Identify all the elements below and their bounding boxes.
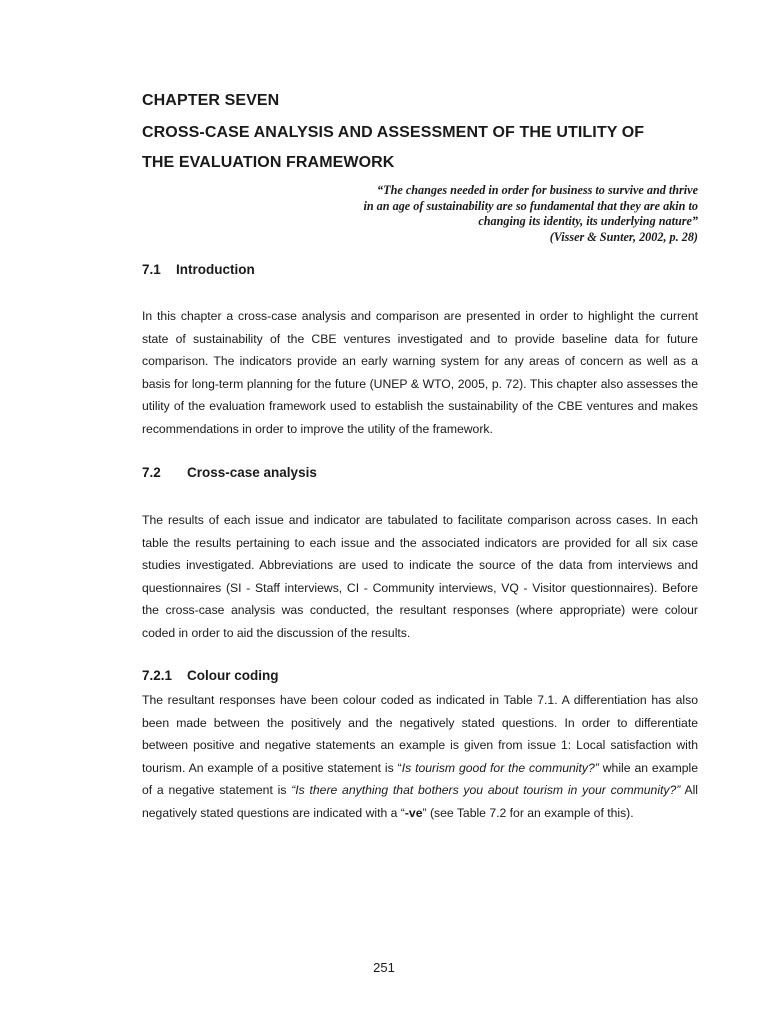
positive-example-text: Is tourism good for the community?” [401, 760, 599, 775]
section-number: 7.1 [142, 262, 161, 277]
epigraph-quote [300, 183, 698, 245]
section-title: Colour coding [187, 668, 279, 683]
chapter-title-line-2: THE EVALUATION FRAMEWORK [142, 154, 395, 171]
chapter-label: CHAPTER SEVEN [142, 92, 280, 109]
section-heading-introduction [142, 262, 255, 277]
colour-coding-paragraph [142, 689, 698, 825]
introduction-paragraph: In this chapter a cross-case analysis and comparison are presented in order to highlight the current state of sustainability of the CBE ventures investigated and to provide baseline data for future comparison. The indicators provide an early warning system for any areas of concern as well as a basis for long-term planning for the future (UNEP & WTO, 2005, p. 72). This chapter also assesses the utility of the evaluation framework used to establish the sustainability of the CBE ventures and makes recommendations in order to improve the utility of the framework. [142, 309, 698, 436]
epigraph-line: changing its identity, its underlying nature” [478, 214, 698, 228]
paragraph-text: ” (see Table 7.2 for an example of this). [422, 805, 634, 820]
negative-example-text: “Is there anything that bothers you about tourism in your community?” [291, 783, 681, 798]
epigraph-citation: (Visser & Sunter, 2002, p. 28) [549, 229, 698, 244]
section-title: Cross-case analysis [187, 465, 317, 480]
paragraph-text: while an example of a negative statement is [142, 760, 698, 798]
paragraph-text: The resultant responses have been colour coded as indicated in Table 7.1. A differentiation has also been made between the positively and the negatively stated questions. In order to differentiate between positive and negative statements an example is given from issue 1: Local satisfaction with tourism. An example of a positive statement is “ [142, 693, 698, 775]
section-number: 7.2 [142, 465, 161, 480]
chapter-title-line-1: CROSS-CASE ANALYSIS AND ASSESSMENT OF THE UTILITY OF [142, 124, 645, 141]
section-heading-colour-coding [142, 668, 279, 683]
page-number: 251 [373, 960, 395, 975]
section-number: 7.2.1 [142, 668, 173, 683]
epigraph-line: in an age of sustainability are so fundamental that they are akin to [363, 198, 698, 213]
epigraph-line: “The changes needed in order for business to survive and thrive [377, 183, 698, 197]
ve-marker: -ve [404, 805, 423, 820]
section-heading-cross-case [142, 465, 317, 480]
paragraph-text: All negatively stated questions are indicated with a “ [142, 783, 698, 820]
cross-case-paragraph: The results of each issue and indicator are tabulated to facilitate comparison across cases. In each table the results pertaining to each issue and the associated indicators are provided for all six case studies investigated. Abbreviations are used to indicate the source of the data from interviews and questionnaires (SI - Staff interviews, CI - Community interviews, VQ - Visitor questionnaires). Before the cross-case analysis was conducted, the resultant responses (where appropriate) were colour coded in order to aid the discussion of the results. [142, 513, 698, 640]
section-title: Introduction [176, 262, 255, 277]
